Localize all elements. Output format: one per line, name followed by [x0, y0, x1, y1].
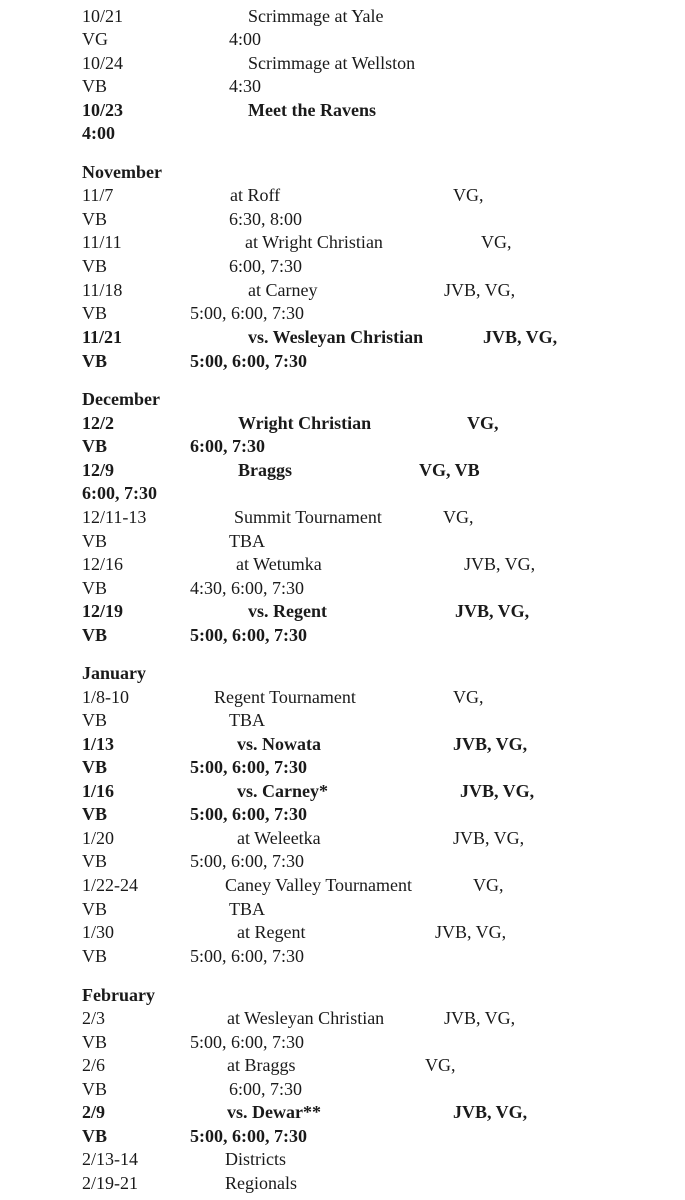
game-date: 2/6: [82, 1055, 106, 1075]
game-date: 12/11-13: [82, 507, 147, 527]
game-event: vs. Wesleyan Christian: [248, 327, 424, 347]
schedule-row: [0, 412, 685, 435]
game-date: 12/19: [82, 601, 124, 621]
game-teams: VG,: [467, 413, 499, 433]
month-heading: February: [82, 985, 155, 1005]
game-teams: VG,: [453, 185, 484, 205]
game-event: Districts: [225, 1149, 286, 1169]
game-event: at Regent: [237, 922, 306, 942]
game-teams: VB: [82, 351, 108, 371]
game-teams: VB: [82, 625, 108, 645]
game-teams: JVB, VG,: [460, 781, 535, 801]
schedule-row: [0, 302, 685, 325]
schedule-row: [0, 921, 685, 944]
game-teams: VB: [82, 209, 108, 229]
schedule-row: [0, 850, 685, 873]
game-teams: VB: [82, 1126, 108, 1146]
schedule-row: [0, 326, 685, 349]
schedule-row: [0, 435, 685, 458]
game-teams: JVB, VG,: [444, 280, 516, 300]
game-teams: VB: [82, 436, 108, 456]
game-times: TBA: [229, 710, 265, 730]
game-event: Caney Valley Tournament: [225, 875, 413, 895]
game-event: at Braggs: [227, 1055, 296, 1075]
game-event: Regent Tournament: [214, 687, 356, 707]
game-date: 1/20: [82, 828, 115, 848]
schedule-row: [0, 756, 685, 779]
schedule-row: [0, 122, 685, 145]
game-teams: VB: [82, 899, 108, 919]
game-event: vs. Dewar**: [227, 1102, 321, 1122]
game-date: 10/24: [82, 53, 124, 73]
game-teams: JVB, VG,: [453, 1102, 528, 1122]
game-event: Braggs: [238, 460, 292, 480]
game-date: 11/11: [82, 232, 122, 252]
game-event: Scrimmage at Yale: [248, 6, 384, 26]
game-times: 4:00: [82, 123, 115, 143]
game-event: Meet the Ravens: [248, 100, 376, 120]
game-date: 1/16: [82, 781, 115, 801]
game-event: Scrimmage at Wellston: [248, 53, 416, 73]
game-date: 12/16: [82, 554, 124, 574]
game-teams: VB: [82, 76, 108, 96]
schedule-row: [0, 459, 685, 482]
schedule-row: [0, 99, 685, 122]
schedule-row: [0, 5, 685, 28]
schedule-row: [0, 1172, 685, 1195]
game-event: Wright Christian: [238, 413, 372, 433]
schedule-row: [0, 1101, 685, 1124]
month-heading: January: [82, 663, 147, 683]
game-times: 4:00: [229, 29, 262, 49]
game-event: Regionals: [225, 1173, 297, 1193]
game-times: TBA: [229, 899, 265, 919]
schedule-row: [0, 482, 685, 505]
game-teams: VB: [82, 710, 108, 730]
game-event: at Weleetka: [237, 828, 321, 848]
schedule-row: [0, 780, 685, 803]
game-teams: VB: [82, 1032, 108, 1052]
game-event: Summit Tournament: [234, 507, 382, 527]
game-teams: VG,: [473, 875, 504, 895]
schedule-row: [0, 208, 685, 231]
game-date: 2/9: [82, 1102, 106, 1122]
schedule-row: [0, 530, 685, 553]
game-times: 5:00, 6:00, 7:30: [190, 1032, 305, 1052]
schedule-row: [0, 255, 685, 278]
game-teams: VB: [82, 757, 108, 777]
game-date: 2/19-21: [82, 1173, 138, 1193]
game-teams: VB: [82, 578, 108, 598]
month-heading: December: [82, 389, 160, 409]
schedule-row: [0, 350, 685, 373]
game-teams: VB: [82, 804, 108, 824]
game-teams: VG,: [443, 507, 474, 527]
game-teams: VB: [82, 531, 108, 551]
game-times: 5:00, 6:00, 7:30: [190, 804, 307, 824]
game-teams: VB: [82, 946, 108, 966]
game-event: at Wesleyan Christian: [227, 1008, 385, 1028]
game-teams: VG,: [425, 1055, 456, 1075]
month-heading: November: [82, 162, 162, 182]
game-teams: VG,: [481, 232, 512, 252]
game-teams: JVB, VG,: [453, 828, 525, 848]
game-times: 5:00, 6:00, 7:30: [190, 1126, 307, 1146]
game-date: 10/23: [82, 100, 124, 120]
schedule-row: [0, 945, 685, 968]
game-teams: JVB, VG,: [444, 1008, 516, 1028]
schedule-row: [0, 184, 685, 207]
game-times: 6:00, 7:30: [82, 483, 157, 503]
game-event: vs. Regent: [248, 601, 327, 621]
schedule-row: [0, 1148, 685, 1171]
game-times: 5:00, 6:00, 7:30: [190, 757, 307, 777]
game-date: 11/7: [82, 185, 114, 205]
schedule-row: [0, 874, 685, 897]
game-event: at Carney: [248, 280, 318, 300]
game-event: vs. Nowata: [237, 734, 321, 754]
game-teams: VG, VB: [419, 460, 480, 480]
game-times: 5:00, 6:00, 7:30: [190, 946, 305, 966]
game-teams: VG,: [453, 687, 484, 707]
game-event: vs. Carney*: [237, 781, 328, 801]
schedule-row: [0, 1007, 685, 1030]
game-teams: VG: [82, 29, 108, 49]
game-times: TBA: [229, 531, 265, 551]
schedule-row: [0, 553, 685, 576]
game-event: at Wright Christian: [245, 232, 383, 252]
game-times: 4:30: [229, 76, 262, 96]
schedule-row: [0, 1078, 685, 1101]
schedule-row: [0, 1031, 685, 1054]
schedule-row: [0, 28, 685, 51]
schedule-row: [0, 733, 685, 756]
game-date: 1/8-10: [82, 687, 129, 707]
game-teams: JVB, VG,: [435, 922, 507, 942]
game-event: at Wetumka: [236, 554, 322, 574]
schedule-row: [0, 1054, 685, 1077]
schedule-row: [0, 600, 685, 623]
game-date: 11/21: [82, 327, 123, 347]
game-times: 6:00, 7:30: [190, 436, 265, 456]
schedule-row: [0, 827, 685, 850]
schedule-row: [0, 577, 685, 600]
game-teams: JVB, VG,: [455, 601, 530, 621]
game-date: 2/3: [82, 1008, 106, 1028]
schedule-row: [0, 75, 685, 98]
game-times: 5:00, 6:00, 7:30: [190, 851, 305, 871]
schedule-row: [0, 1125, 685, 1148]
game-times: 6:00, 7:30: [229, 256, 303, 276]
game-date: 12/9: [82, 460, 115, 480]
game-times: 5:00, 6:00, 7:30: [190, 303, 305, 323]
schedule-row: [0, 898, 685, 921]
schedule-row: [0, 709, 685, 732]
schedule-row: [0, 231, 685, 254]
game-teams: VB: [82, 851, 108, 871]
game-teams: JVB, VG,: [483, 327, 558, 347]
game-event: at Roff: [230, 185, 281, 205]
schedule-row: [0, 686, 685, 709]
game-times: 5:00, 6:00, 7:30: [190, 625, 307, 645]
game-times: 5:00, 6:00, 7:30: [190, 351, 307, 371]
game-times: 6:30, 8:00: [229, 209, 303, 229]
game-date: 10/21: [82, 6, 124, 26]
game-times: 4:30, 6:00, 7:30: [190, 578, 305, 598]
game-date: 11/18: [82, 280, 123, 300]
game-teams: JVB, VG,: [464, 554, 536, 574]
game-date: 2/13-14: [82, 1149, 138, 1169]
schedule-row: [0, 52, 685, 75]
schedule-row: [0, 506, 685, 529]
game-times: 6:00, 7:30: [229, 1079, 303, 1099]
schedule-row: [0, 803, 685, 826]
game-date: 1/22-24: [82, 875, 138, 895]
schedule-row: [0, 279, 685, 302]
game-teams: VB: [82, 256, 108, 276]
game-date: 1/30: [82, 922, 115, 942]
game-teams: JVB, VG,: [453, 734, 528, 754]
game-teams: VB: [82, 303, 108, 323]
game-teams: VB: [82, 1079, 108, 1099]
game-date: 12/2: [82, 413, 115, 433]
game-date: 1/13: [82, 734, 115, 754]
schedule-row: [0, 624, 685, 647]
